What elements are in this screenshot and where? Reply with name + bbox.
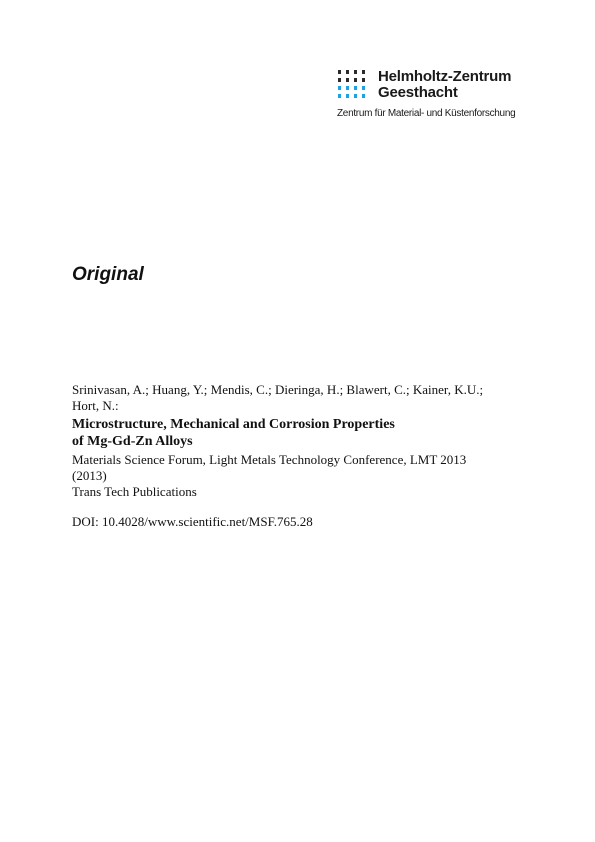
paper-title [72, 416, 532, 450]
logo-dot [362, 86, 365, 90]
hzg-logo [337, 68, 537, 124]
logo-name-line2: Geesthacht [378, 84, 458, 101]
doi[interactable]: DOI: 10.4028/www.scientific.net/MSF.765.28 [72, 514, 313, 529]
logo-dot [346, 70, 349, 74]
logo-dot [346, 86, 349, 90]
logo-dot [362, 70, 365, 74]
citation-block [72, 382, 532, 530]
logo-dot [354, 86, 357, 90]
logo-dot [338, 94, 341, 98]
logo-dot-grid-icon [337, 70, 369, 100]
journal [72, 452, 532, 484]
authors [72, 382, 532, 414]
logo-dot [338, 78, 341, 82]
logo-dot [354, 70, 357, 74]
logo-dot [338, 86, 341, 90]
publisher: Trans Tech Publications [72, 484, 197, 499]
journal-line2: (2013) [72, 468, 107, 483]
logo-dot [362, 78, 365, 82]
logo-dot [346, 78, 349, 82]
logo-dot [354, 78, 357, 82]
logo-dot [354, 94, 357, 98]
logo-dot [346, 94, 349, 98]
title-line2: of Mg-Gd-Zn Alloys [72, 434, 193, 449]
original-label: Original [72, 264, 144, 285]
logo-name-line1: Helmholtz-Zentrum [378, 68, 512, 85]
authors-line1: Srinivasan, A.; Huang, Y.; Mendis, C.; Dieringa, H.; Blawert, C.; Kainer, K.U.; [72, 382, 484, 397]
journal-line1: Materials Science Forum, Light Metals Technology Conference, LMT 2013 [72, 452, 467, 467]
authors-line2: Hort, N.: [72, 398, 119, 413]
logo-dot [362, 94, 365, 98]
logo-subtitle: Zentrum für Material- und Küstenforschung [337, 108, 516, 119]
title-line1: Microstructure, Mechanical and Corrosion Properties [72, 417, 395, 432]
logo-dot [338, 70, 341, 74]
